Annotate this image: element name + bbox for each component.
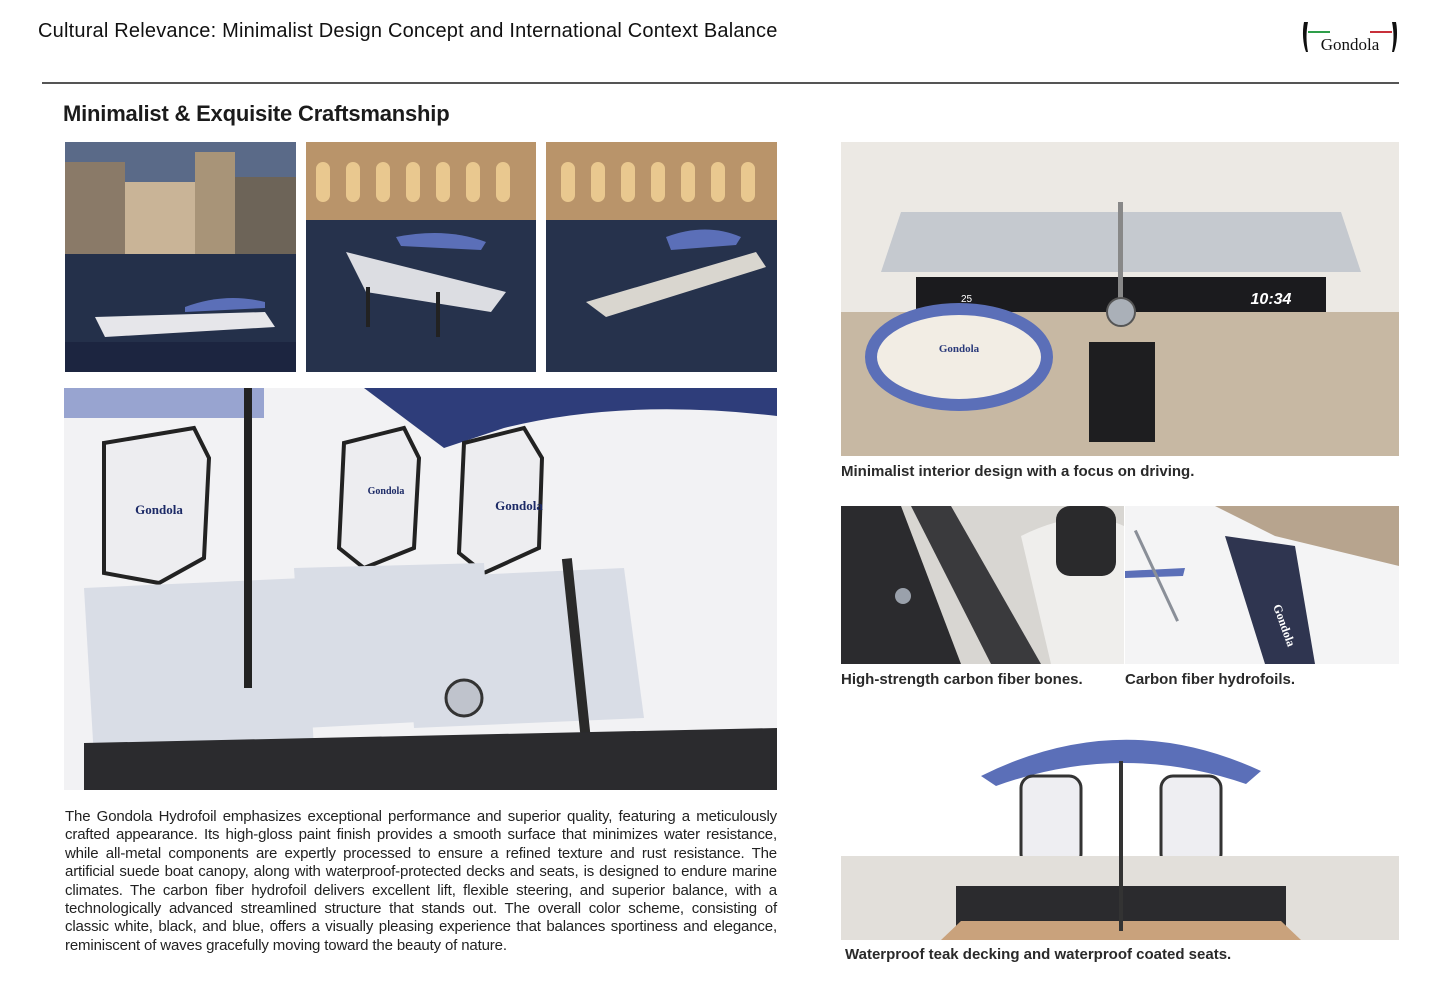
dashboard-temp: 25 bbox=[961, 294, 973, 305]
header-divider bbox=[42, 82, 1399, 84]
decking-photo bbox=[841, 716, 1399, 940]
dashboard-clock: 10:34 bbox=[1250, 291, 1292, 308]
carbon-bones-photo bbox=[841, 506, 1124, 664]
caption-bones: High-strength carbon fiber bones. bbox=[841, 671, 1083, 688]
seat-logo-text-2: Gondola bbox=[367, 486, 405, 497]
boat-venice-photo-3 bbox=[546, 142, 777, 372]
seat-logo-text-3: Gondola bbox=[495, 498, 543, 513]
hydrofoil-photo bbox=[1125, 506, 1399, 664]
section-heading: Minimalist & Exquisite Craftsmanship bbox=[63, 101, 450, 126]
caption-decking: Waterproof teak decking and waterproof coated seats. bbox=[845, 946, 1232, 963]
foil-logo-text: Gondola bbox=[1270, 602, 1299, 649]
steering-logo-text: Gondola bbox=[938, 343, 980, 355]
description-paragraph: The Gondola Hydrofoil emphasizes exceptional performance and superior quality, featuring a meticulously crafted appearance. Its high-gloss paint finish provides a smooth surface that minimizes water resistance, while all-metal components are expertly processed to ensure a refined texture and rust resistance. The artificial suede boat canopy, along with waterproof-protected decks and seats, is designed to endure marine climates. The carbon fiber hydrofoil delivers excellent lift, flexible steering, and superior balance, with a technologically advanced streamlined structure that stands out. The overall color scheme, consisting of classic white, black, and blue, offers a visually pleasing experience that balances sportiness and elegance, reminiscent of waves gracefully moving toward the beauty of nature. bbox=[65, 808, 777, 954]
caption-foils: Carbon fiber hydrofoils. bbox=[1125, 671, 1296, 688]
seat-logo-text: Gondola bbox=[135, 502, 183, 517]
seats-closeup-photo bbox=[64, 388, 777, 790]
page-title: Cultural Relevance: Minimalist Design Concept and International Context Balance bbox=[38, 20, 778, 42]
boat-venice-photo-1 bbox=[65, 142, 296, 372]
caption-interior: Minimalist interior design with a focus on driving. bbox=[841, 463, 1195, 480]
logo-text: Gondola bbox=[1320, 35, 1380, 54]
gondola-logo bbox=[1300, 18, 1400, 60]
dashboard-photo bbox=[841, 142, 1399, 456]
boat-venice-photo-2 bbox=[306, 142, 536, 372]
